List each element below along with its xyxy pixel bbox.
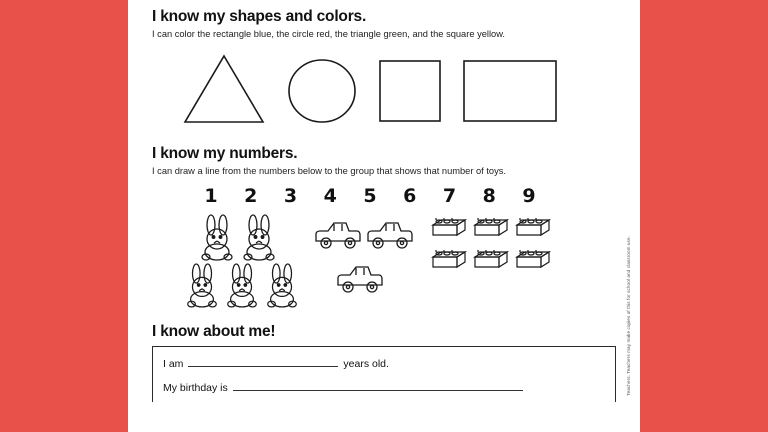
square-shape	[378, 53, 442, 125]
bunny-icon	[262, 261, 302, 309]
about-birthday-label: My birthday is	[163, 382, 228, 395]
circle-shape	[286, 53, 358, 125]
brick-icon	[427, 213, 469, 245]
car-icon	[364, 215, 416, 255]
about-box	[152, 346, 616, 402]
brick-icon	[511, 245, 553, 277]
number-9[interactable]: 9	[522, 185, 536, 208]
triangle-shape	[182, 53, 266, 125]
rectangle-shape	[462, 53, 558, 125]
worksheet-content	[152, 8, 616, 402]
toy-group-bricks[interactable]	[427, 213, 553, 277]
about-age-label-after: years old.	[343, 358, 389, 371]
brick-icon	[469, 245, 511, 277]
numbers-row	[200, 185, 540, 207]
number-7[interactable]: 7	[442, 185, 457, 208]
car-icon	[334, 259, 386, 299]
number-6[interactable]: 6	[403, 185, 417, 208]
toy-groups-row	[182, 213, 640, 315]
bunny-icon	[182, 261, 222, 309]
number-3[interactable]: 3	[283, 185, 298, 208]
shapes-figures	[152, 53, 616, 131]
car-icon	[312, 215, 364, 255]
about-title: I know about me!	[152, 323, 276, 341]
numbers-instruction: I can draw a line from the numbers below to the group that shows that number of toys.	[152, 165, 506, 176]
worksheet-page	[128, 0, 640, 432]
brick-icon	[427, 245, 469, 277]
bunny-icon	[196, 213, 238, 261]
bunny-icon	[238, 213, 280, 261]
about-age-input[interactable]	[188, 355, 338, 367]
section-shapes	[152, 8, 616, 131]
section-about	[152, 323, 616, 402]
bunny-icon	[222, 261, 262, 309]
number-2[interactable]: 2	[244, 185, 258, 208]
side-credit-text: Teachers. Teachers may make copies of this for school and classroom use.	[626, 236, 631, 396]
numbers-title: I know my numbers.	[152, 144, 298, 162]
brick-icon	[511, 213, 553, 245]
section-numbers	[152, 145, 616, 316]
about-line-age	[163, 355, 605, 370]
number-4[interactable]: 4	[323, 185, 337, 208]
number-1[interactable]: 1	[204, 185, 218, 208]
brick-icon	[469, 213, 511, 245]
toy-group-bunnies[interactable]	[182, 213, 302, 309]
number-5[interactable]: 5	[363, 185, 377, 208]
shapes-title: I know my shapes and colors.	[152, 8, 367, 25]
number-8[interactable]: 8	[482, 185, 496, 208]
shapes-instruction: I can color the rectangle blue, the circle red, the triangle green, and the square yellow.	[152, 29, 505, 39]
about-birthday-input[interactable]	[233, 379, 523, 391]
about-age-label-before: I am	[163, 358, 184, 371]
about-line-birthday	[163, 379, 605, 394]
